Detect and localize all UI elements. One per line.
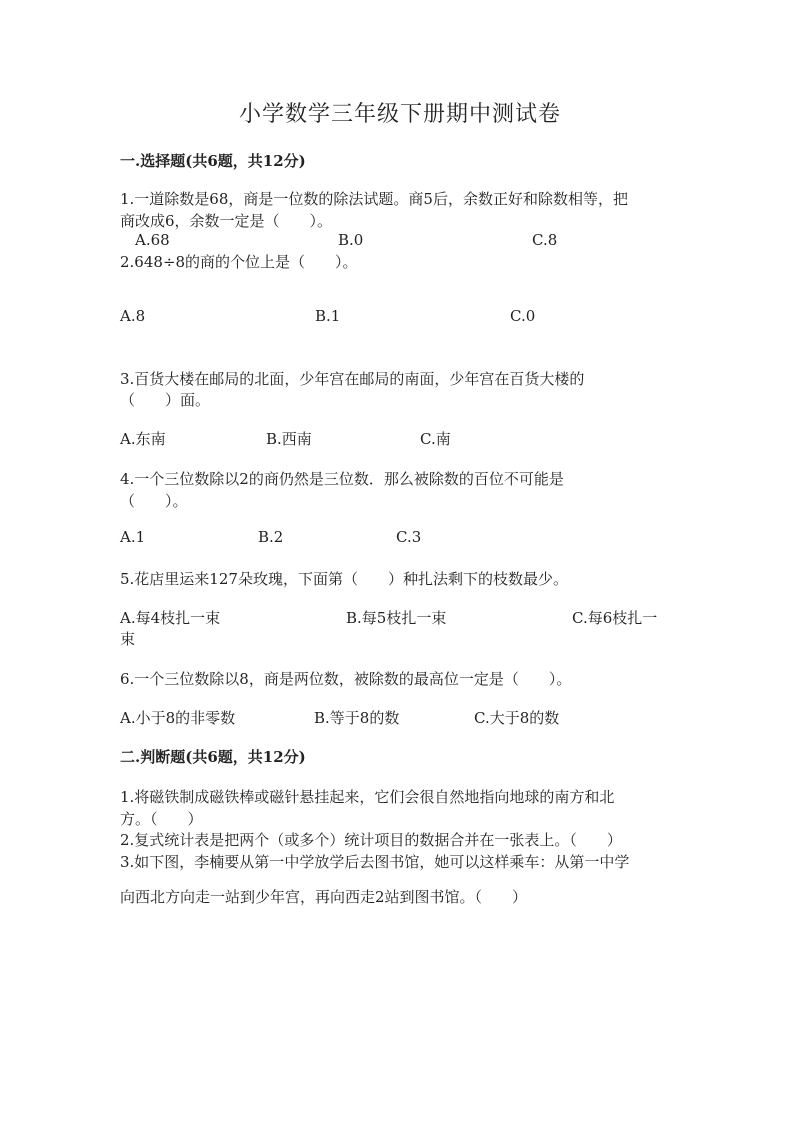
question-5-option-b: B.每5枝扎一束 (346, 609, 447, 627)
question-2-option-b: B.1 (315, 307, 341, 325)
question-1-text: 1.一道除数是68，商是一位数的除法试题。商5后，余数正好和除数相等，把 (120, 190, 628, 208)
question-3-text-cont: （ ）面。 (120, 391, 211, 409)
question-6-option-a: A.小于8的非零数 (120, 709, 236, 727)
question-5-option-c: C.每6枝扎一 (572, 609, 658, 627)
question-4-option-c: C.3 (396, 528, 422, 546)
tf-question-3-text: 3.如下图，李楠要从第一中学放学后去图书馆，她可以这样乘车：从第一中学 (120, 853, 630, 871)
section-heading-true-false: 二.判断题(共6题，共12分) (120, 748, 306, 766)
tf-question-1-text: 1.将磁铁制成磁铁棒或磁针悬挂起来，它们会很自然地指向地球的南方和北 (120, 788, 615, 806)
question-4-text-cont: （ ）。 (120, 492, 188, 510)
question-4-option-a: A.1 (120, 528, 146, 546)
question-5-option-a: A.每4枝扎一束 (120, 609, 221, 627)
section-heading-choice: 一.选择题(共6题，共12分) (120, 152, 306, 170)
question-6-option-c: C.大于8的数 (474, 709, 560, 727)
question-2-option-a: A.8 (120, 307, 146, 325)
question-5-text: 5.花店里运来127朵玫瑰，下面第（ ）种扎法剩下的枝数最少。 (120, 570, 568, 588)
question-5-option-c-cont: 束 (120, 630, 136, 648)
question-1-option-c: C.8 (532, 231, 558, 249)
question-6-text: 6.一个三位数除以8，商是两位数，被除数的最高位一定是（ ）。 (120, 670, 572, 688)
question-4-text: 4.一个三位数除以2的商仍然是三位数．那么被除数的百位不可能是 (120, 470, 564, 488)
question-3-option-b: B.西南 (266, 430, 312, 448)
question-6-option-b: B.等于8的数 (314, 709, 400, 727)
question-1-option-b: B.0 (338, 231, 364, 249)
question-4-option-b: B.2 (258, 528, 284, 546)
tf-question-2-text: 2.复式统计表是把两个（或多个）统计项目的数据合并在一张表上。（ ） (120, 831, 622, 849)
question-3-option-a: A.东南 (120, 430, 166, 448)
tf-question-1-text-cont: 方。（ ） (120, 810, 203, 828)
question-2-text: 2.648÷8的商的个位上是（ ）。 (120, 253, 358, 271)
tf-question-3-text-cont: 向西北方向走一站到少年宫，再向西走2站到图书馆。（ ） (120, 888, 528, 906)
question-3-text: 3.百货大楼在邮局的北面，少年宫在邮局的南面，少年宫在百货大楼的 (120, 370, 585, 388)
page-title: 小学数学三年级下册期中测试卷 (238, 102, 561, 127)
question-1-option-a: A.68 (135, 231, 170, 249)
question-3-option-c: C.南 (420, 430, 451, 448)
question-2-option-c: C.0 (510, 307, 536, 325)
question-1-text-cont: 商改成6，余数一定是（ ）。 (120, 212, 333, 230)
